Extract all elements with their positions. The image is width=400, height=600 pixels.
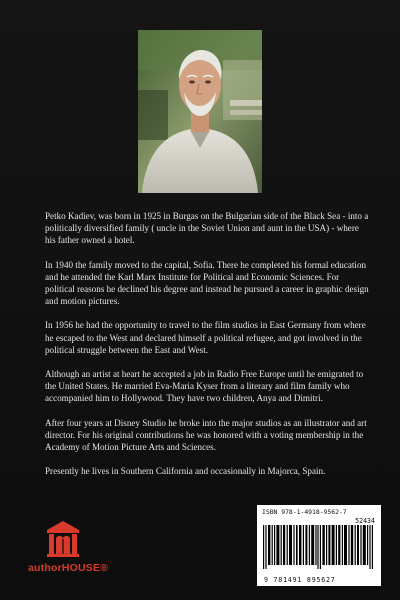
price-addon: 52434 [355, 517, 375, 525]
isbn-barcode [257, 505, 381, 586]
bio-paragraph: Petko Kadiev, was born in 1925 in Burgas on the Bulgarian side of the Black Sea - into a politically diversified family ( uncle in the Soviet Union and aunt in the USA) - where his father owned a hotel. [45, 211, 369, 246]
publisher-name: authorHOUSE® [28, 562, 109, 574]
barcode-number: 9 781491 895627 [264, 576, 336, 584]
isbn-label: ISBN 978-1-4918-9562-7 [262, 508, 347, 516]
author-portrait-image [138, 30, 262, 193]
author-photo [138, 30, 262, 193]
author-biography [45, 210, 370, 489]
bio-paragraph: Although an artist at heart he accepted a job in Radio Free Europe until he emigrated to the United States. He married Eva-Maria Kyser from a literary and film family who accompanied him to Hollywood. They have two children, Anya and Dimitri. [45, 369, 364, 404]
bio-paragraph: In 1940 the family moved to the capital, Sofia. There he completed his formal education and he attended the Karl Marx Institute for Political and Economic Sciences. For political reasons he declined his degree and instead he pursued a career in graphic design and motion pictures. [45, 259, 369, 307]
barcode-bars [263, 525, 375, 569]
bio-paragraph: After four years at Disney Studio he broke into the major studios as an illustrator and art director. For his original contributions he was honored with a voting membership in the Academy of Motion Picture Arts and Sciences. [45, 417, 367, 453]
bio-paragraph: In 1956 he had the opportunity to travel to the film studios in East Germany from where he escaped to the West and declared himself a political refugee, and got involved in the political struggle between the East and West. [45, 320, 366, 355]
house-book-icon [46, 520, 80, 558]
bio-paragraph: Presently he lives in Southern California and occasionally in Majorca, Spain. [45, 466, 326, 477]
publisher-logo [28, 520, 109, 574]
